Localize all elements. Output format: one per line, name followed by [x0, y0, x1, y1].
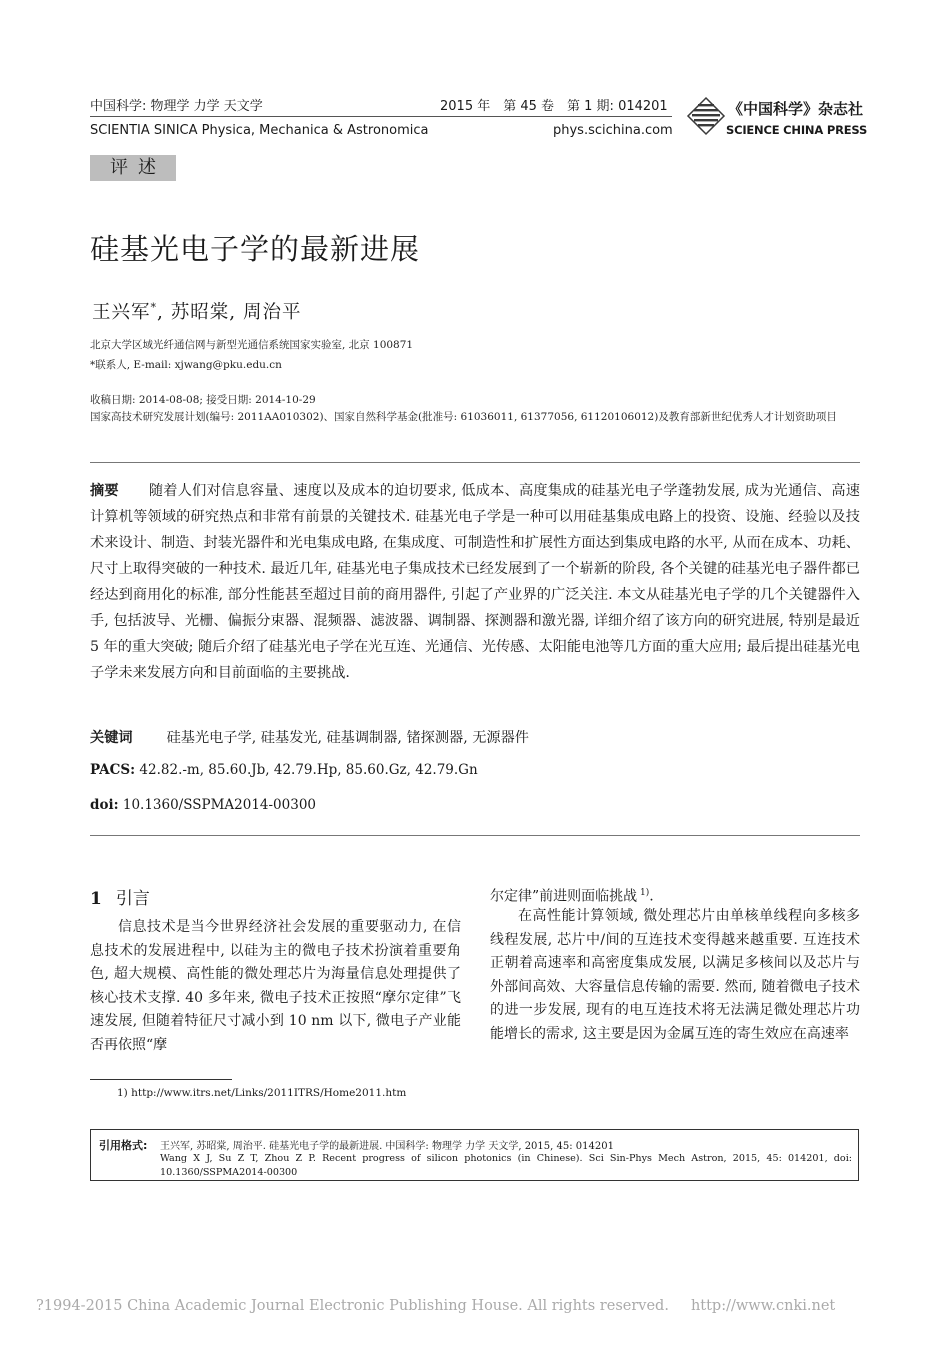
doi-label: doi:: [90, 797, 119, 813]
header-divider: [90, 116, 672, 117]
copyright-notice: [36, 1298, 835, 1314]
pacs-label: PACS:: [90, 762, 136, 778]
pacs-codes: [90, 762, 478, 778]
corresponding-mark: *: [150, 300, 158, 314]
received-accepted-dates: 收稿日期: 2014-08-08; 接受日期: 2014-10-29: [90, 394, 316, 406]
abstract-text: 随着人们对信息容量、速度以及成本的迫切要求, 低成本、高度集成的硅基光电子学蓬勃发展, 成为光通信、高速计算机等领域的研究热点和非常有前景的关键技术. 硅基光电子学是一种可以用硅基集成电路上的投资、设施、经验以及技术来设计、制造、封装光器件和光电集成电路, 在集成度、可制造性和扩展性方面达到集成电路的水平, 从而在成本、功耗、尺寸上取得突破的一种技术. 最近几年, 硅基光电子集成技术已经发展到了一个崭新的阶段, 各个关键的硅基光电子器件都已经达到商用化的标准, 部分性能甚至超过目前的商用器件, 引起了产业界的广泛关注. 本文从硅基光电子学的几个关键器件入手, 包括波导、光栅、偏振分束器、混频器、滤波器、调制器、探测器和激光器, 详细介绍了该方向的研究进展, 特别是最近 5 年的重大突破; 随后介绍了硅基光电子学在光互连、光通信、光传感、太阳能电池等几方面的重大应用; 最后提出硅基光电子学未来发展方向和目前面临的主要挑战.: [90, 483, 860, 681]
article-title: 硅基光电子学的最新进展: [90, 232, 421, 266]
footnote-divider: [90, 1079, 232, 1080]
author-primary: 王兴军: [92, 302, 151, 323]
publisher-logo-icon: [686, 96, 726, 136]
journal-name-en: SCIENTIA SINICA Physica, Mechanica & Astronomica: [90, 123, 429, 138]
journal-website: phys.scichina.com: [553, 123, 673, 138]
abstract-label: 摘要: [90, 483, 119, 499]
funding-statement: 国家高技术研究发展计划(编号: 2011AA010302)、国家自然科学基金(批准号: 61036011, 61377056, 61120106012)及教育部新世纪优秀人才计划资助项目: [90, 411, 837, 423]
abstract-top-rule: [90, 462, 860, 463]
pacs-text: 42.82.-m, 85.60.Jb, 42.79.Hp, 85.60.Gz, 42.79.Gn: [135, 762, 478, 778]
keywords-text: 硅基光电子学, 硅基发光, 硅基调制器, 锗探测器, 无源器件: [166, 730, 529, 746]
continuation-text: 尔定律”前进则面临挑战: [490, 888, 638, 905]
author-others: , 苏昭棠, 周治平: [157, 302, 302, 323]
section-number: 1: [90, 889, 102, 909]
abstract: [90, 478, 860, 686]
section-title: 引言: [115, 889, 150, 909]
citation-cn: 王兴军, 苏昭棠, 周治平. 硅基光电子学的最新进展. 中国科学: 物理学 力学 天文学, 2015, 45: 014201: [160, 1141, 614, 1152]
copyright-text: ?1994-2015 China Academic Journal Electronic Publishing House. All rights reserved.: [36, 1298, 669, 1314]
footnote-ref[interactable]: 1): [637, 888, 650, 898]
section-heading: [90, 884, 150, 909]
citation-label: 引用格式:: [99, 1139, 148, 1152]
doi-text: 10.1360/SSPMA2014-00300: [118, 797, 317, 813]
body-text-left-column: 信息技术是当今世界经济社会发展的重要驱动力, 在信息技术的发展进程中, 以硅为主的微电子技术扮演着重要角色, 超大规模、高性能的微处理芯片为海量信息处理提供了核心技术支撑. 40 多年来, 微电子技术正按照“摩尔定律”飞速发展, 但随着特征尺寸减小到 10 nm 以下, 微电子产业能否再依照“摩: [90, 919, 461, 1053]
keywords: [90, 727, 529, 747]
body-text-right-column: 在高性能计算领域, 微处理芯片由单核单线程向多核多线程发展, 芯片中/间的互连技术变得越来越重要. 互连技术正朝着高速率和高密度集成发展, 以满足多核间以及芯片与外部间高效、大容量信息传输的需要. 然而, 随着微电子技术的进一步发展, 现有的电互连技术将无法满足微处理芯片功能增长的需求, 这主要是因为金属互连的寄生效应在高速率: [490, 908, 860, 1042]
journal-name-cn: 中国科学: 物理学 力学 天文学: [90, 99, 263, 114]
article-type-badge: 评述: [90, 155, 176, 181]
publisher-name-cn: 《中国科学》杂志社: [728, 100, 864, 118]
footnote-url[interactable]: 1) http://www.itrs.net/Links/2011ITRS/Home2011.htm: [117, 1087, 407, 1099]
contact-email: *联系人, E-mail: xjwang@pku.edu.cn: [90, 359, 282, 371]
keywords-label: 关键词: [90, 730, 133, 746]
abstract-bottom-rule: [90, 835, 860, 836]
cnki-link[interactable]: http://www.cnki.net: [690, 1298, 836, 1314]
continuation-end: .: [649, 888, 654, 905]
citation-en-line1: Wang X J, Su Z T, Zhou Z P. Recent progress of silicon photonics (in Chinese). Sci Sin-Phys Mech Astron, 2015, 45: 014201, doi:: [160, 1153, 852, 1164]
doi: [90, 797, 316, 813]
author-list: [92, 298, 302, 324]
citation-en-line2: 10.1360/SSPMA2014-00300: [160, 1167, 298, 1178]
publisher-name-en: SCIENCE CHINA PRESS: [726, 123, 868, 137]
issue-info: 2015 年 第 45 卷 第 1 期: 014201: [440, 99, 668, 114]
affiliation: 北京大学区域光纤通信网与新型光通信系统国家实验室, 北京 100871: [90, 339, 414, 351]
